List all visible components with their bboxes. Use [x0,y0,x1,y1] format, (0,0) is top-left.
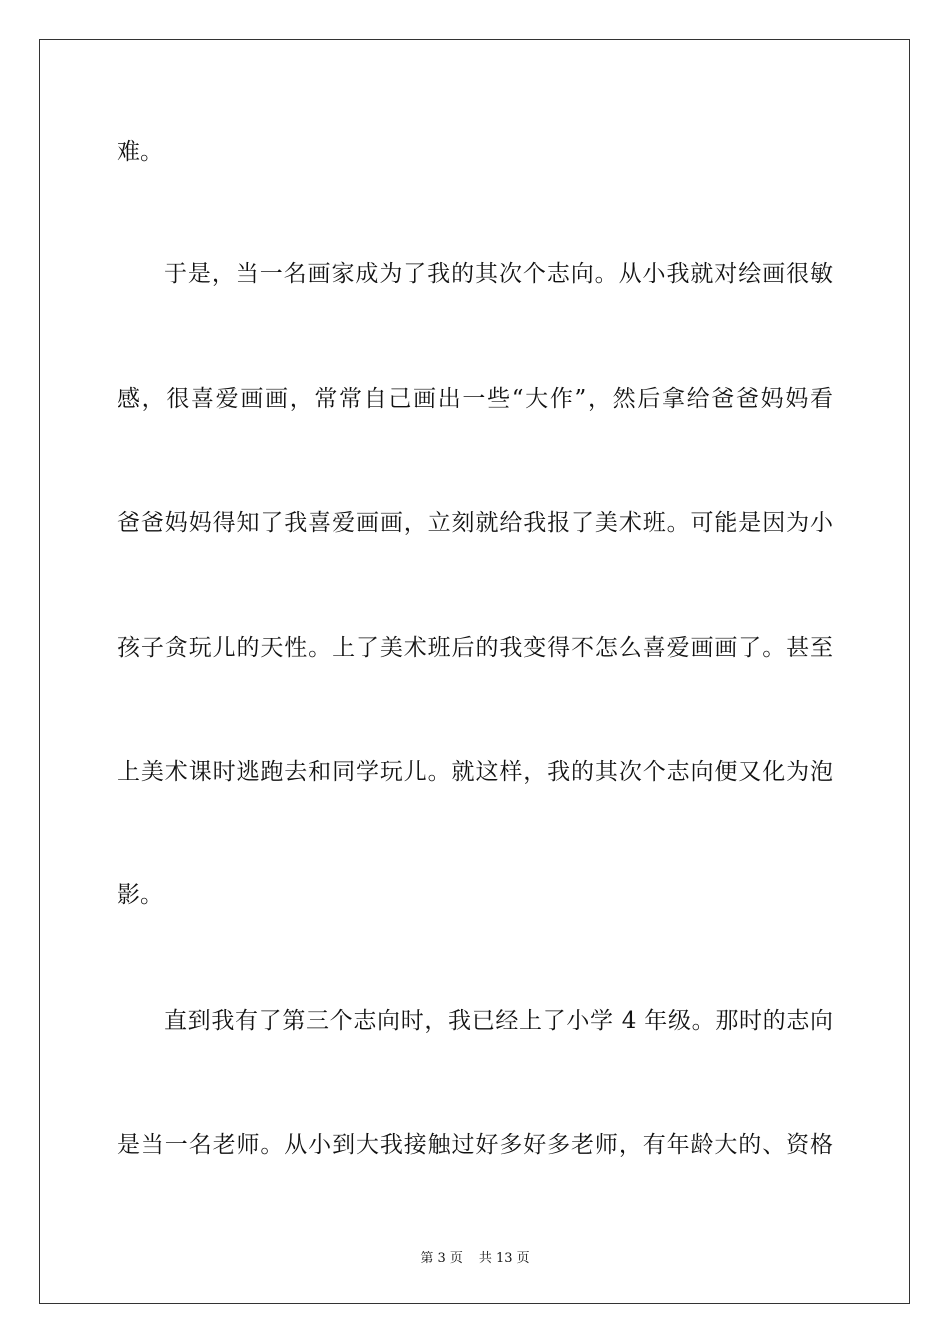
text-line-6: 上美术课时逃跑去和同学玩儿。就这样，我的其次个志向便又化为泡 [117,759,833,785]
page-total: 共 13 页 [478,1251,530,1266]
text-line-4: 爸爸妈妈得知了我喜爱画画，立刻就给我报了美术班。可能是因为小 [117,510,833,536]
text-line-1: 难。 [117,139,163,165]
text-line-5: 孩子贪玩儿的天性。上了美术班后的我变得不怎么喜爱画画了。甚至 [117,635,833,661]
text-line-3: 感，很喜爱画画，常常自己画出一些“大作”，然后拿给爸爸妈妈看 [117,386,833,412]
text-line-9: 是当一名老师。从小到大我接触过好多好多老师，有年龄大的、资格 [117,1132,833,1158]
text-line-2: 于是，当一名画家成为了我的其次个志向。从小我就对绘画很敏 [164,261,833,287]
text-line-7: 影。 [117,882,163,908]
page-footer [0,1247,950,1266]
page-frame [39,39,910,1304]
page-number: 第 3 页 [420,1251,463,1266]
text-line-8: 直到我有了第三个志向时，我已经上了小学 4 年级。那时的志向 [164,1008,833,1034]
